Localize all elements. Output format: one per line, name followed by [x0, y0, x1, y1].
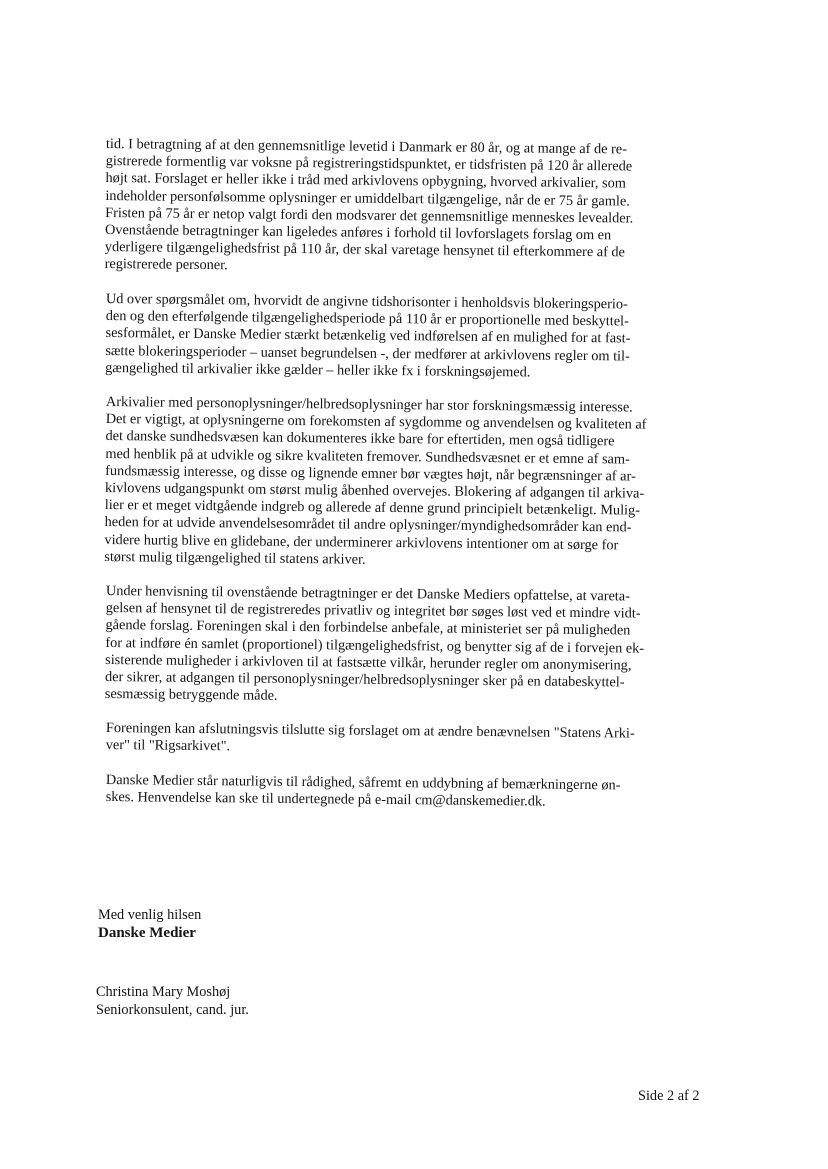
paragraph-research-interest: Arkivalier med personoplysninger/helbredsoplysninger har stor forskningsmæssig interesse. Det er vigtigt, at oplysningerne om forekomsten af sygdomme og anvendelsen og kvaliteten af det danske sundhedsvæsen kan dokumenteres ikke bare for eftertiden, men også tidligere med henblik på at udvikle og sikre kvaliteten fremover. Sundhedsvæsnet er et emne af sam- fundsmæssig interesse, og disse og lignende emner bør vægtes højt, når begrænsninger af ar- kivlovens udgangspunkt om størst mulig åbenhed overvejes. Blokering af adgangen til arkiva- lier er et meget vidtgående indgreb og allerede af denne grund principielt betænkeligt. Mulig- heden for at udvide anvendelsesområdet til andre oplysninger/myndighedsområder kan end- videre hurtig blive en glidebane, der underminerer arkivlovens intentioner om at sørge for størst mulig tilgængelighed til statens arkiver.	[104, 393, 647, 568]
letter-body	[104, 136, 712, 810]
paragraph-lifetime-argument: tid. I betragtning af at den gennemsnitlige levetid i Danmark er 80 år, og at mange af de re- gistrerede formentlig var voksne på registreringstidspunktet, er tidsfristen på 120 år allerede højt sat. Forslaget er heller ikke i tråd med arkivlovens opbygning, hvorved arkivalier, som indeholder personfølsomme oplysninger er umiddelbart tilgængelige, når de er 75 år gamle. Fristen på 75 år er netop valgt fordi den modsvarer det gennemsnitlige menneskes levealder. Ovenstående betragtninger kan ligeledes anføres i forhold til lovforslagets forslag om en yderligere tilgængelighedsfrist på 110 år, der skal varetage hensynet til efterkommere af de registrerede personer.	[104, 136, 634, 274]
paragraph-renaming: Foreningen kan afslutningsvis tilslutte sig forslaget om at ændre benævnelsen "Statens Arki- ver" til "Rigsarkivet".	[105, 720, 635, 755]
signature-block	[96, 983, 249, 1019]
paragraph-blocking-periods: Ud over spørgsmålet om, hvorvidt de angivne tidshorisonter i henholdsvis blokeringsperio- den og den efterfølgende tilgængelighedsperiode på 110 år er proportionelle med beskyttel- sesformålet, er Danske Medier stærkt betænkelig ved indførelsen af en mulighed for at fast- sætte blokeringsperioder – uanset begrundelsen -, der medfører at arkivlovens regler om til- gængelighed til arkivalier ikke gælder – heller ikke fx i forskningsøjemed.	[105, 290, 631, 380]
paragraph-contact: Danske Medier står naturligvis til rådighed, såfremt en uddybning af bemærkningerne øn- skes. Henvendelse kan ske til undertegnede på e-mail cm@danskemedier.dk.	[105, 771, 621, 810]
closing-block	[98, 906, 201, 942]
closing-organization: Danske Medier	[98, 925, 196, 941]
closing-greeting: Med venlig hilsen	[98, 907, 202, 923]
signatory-name: Christina Mary Moshøj	[96, 984, 231, 1000]
paragraph-recommendation: Under henvisning til ovenstående betragtninger er det Danske Mediers opfattelse, at vareta- gelsen af hensynet til de registreredes privatliv og integritet bør søges løst ved et mindre vidt- gående forslag. Foreningen skal i den forbindelse anbefale, at ministeriet ser på muligheden for at indføre én samlet (proportionel) tilgængelighedsfrist, og benytter sig af de i forvejen ek- sisterende muligheder i arkivloven til at fastsætte vilkår, herunder regler om anonymisering, der sikrer, at adgangen til personoplysninger/helbredsoplysninger sker på en databeskyttel- sesmæssig betryggende måde.	[104, 582, 645, 704]
signatory-title: Seniorkonsulent, cand. jur.	[96, 1002, 249, 1018]
page-number: Side 2 af 2	[638, 1088, 700, 1104]
